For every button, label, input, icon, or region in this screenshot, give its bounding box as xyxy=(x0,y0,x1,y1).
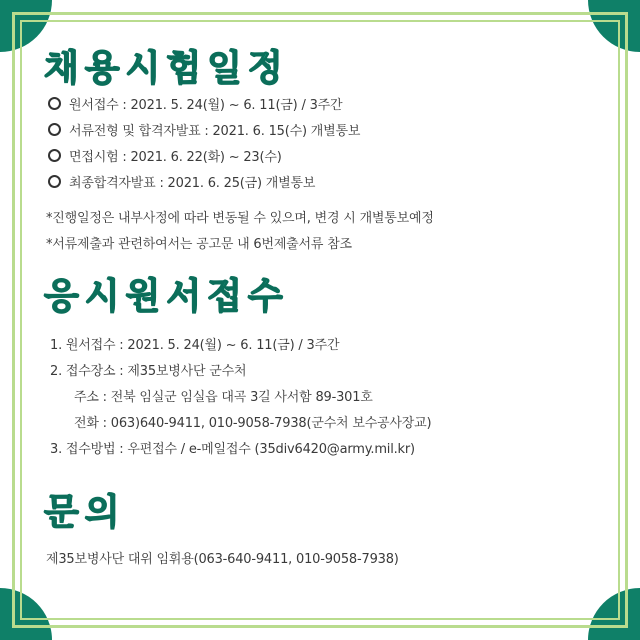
application-phone: 전화 : 063)640-9411, 010-9058-7938(군수처 보수공사장교) xyxy=(74,416,432,431)
schedule-item xyxy=(48,120,616,139)
schedule-item-text: 서류전형 및 합격자발표 : 2021. 6. 15(수) 개별통보 xyxy=(69,124,361,139)
circle-bullet-icon xyxy=(48,97,61,110)
schedule-item-text: 면접시험 : 2021. 6. 22(화) ~ 23(수) xyxy=(69,150,282,165)
circle-bullet-icon xyxy=(48,175,61,188)
application-address: 주소 : 전북 임실군 임실읍 대곡 3길 사서함 89-301호 xyxy=(74,390,373,405)
circle-bullet-icon xyxy=(48,149,61,162)
application-line: 3. 접수방법 : 우편접수 / e-메일접수 (35div6420@army.mil.kr) xyxy=(50,442,415,457)
application-line: 2. 접수장소 : 제35보병사단 군수처 xyxy=(50,364,247,379)
application-heading: 응시원서접수 xyxy=(44,276,289,317)
schedule-item-text: 원서접수 : 2021. 5. 24(월) ~ 6. 11(금) / 3주간 xyxy=(69,98,343,113)
schedule-note: *서류제출과 관련하여서는 공고문 내 6번제출서류 참조 xyxy=(46,237,352,252)
schedule-item xyxy=(48,146,616,165)
schedule-item xyxy=(48,94,616,113)
circle-bullet-icon xyxy=(48,123,61,136)
contact-text: 제35보병사단 대위 임휘용(063-640-9411, 010-9058-7938) xyxy=(46,552,399,567)
application-line: 1. 원서접수 : 2021. 5. 24(월) ~ 6. 11(금) / 3주간 xyxy=(50,338,340,353)
schedule-item xyxy=(48,172,616,191)
schedule-note: *진행일정은 내부사정에 따라 변동될 수 있으며, 변경 시 개별통보예정 xyxy=(46,211,434,226)
contact-heading: 문의 xyxy=(44,492,126,533)
schedule-item-text: 최종합격자발표 : 2021. 6. 25(금) 개별통보 xyxy=(69,176,316,191)
schedule-heading: 채용시험일정 xyxy=(44,48,289,89)
